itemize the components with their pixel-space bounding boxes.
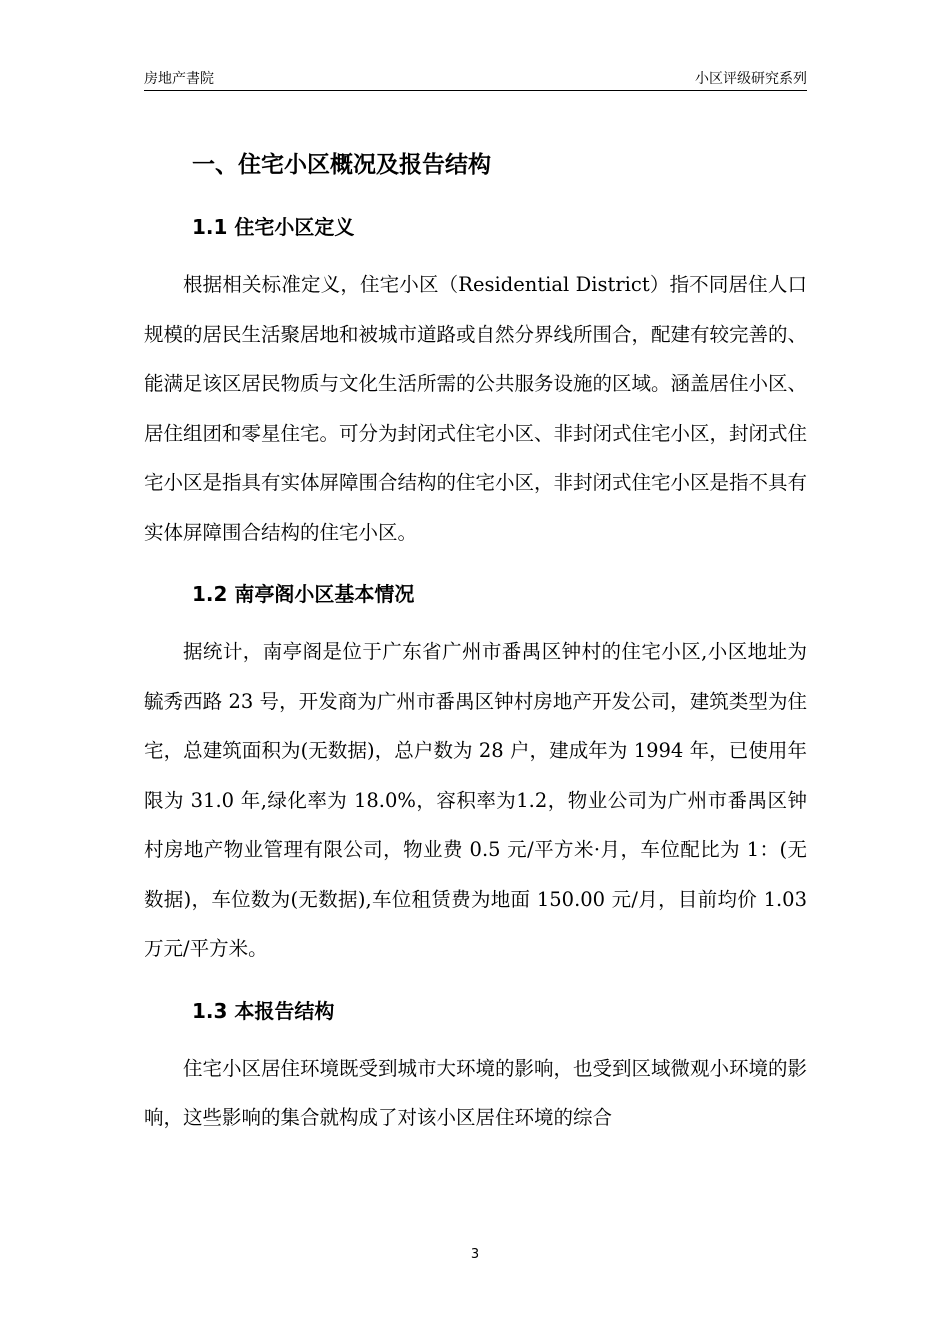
chapter-title: 一、住宅小区概况及报告结构 (192, 152, 491, 178)
page-number: 3 (470, 1247, 480, 1262)
document-body (144, 140, 807, 1143)
header-series-title: 小区评级研究系列 (695, 71, 807, 87)
section-heading-1-3: 1.3 本报告结构 (192, 998, 335, 1023)
section-heading-1-2: 1.2 南亭阁小区基本情况 (192, 582, 415, 606)
section-paragraph-1-2: 据统计，南亭阁是位于广东省广州市番禺区钟村的住宅小区,小区地址为毓秀西路 23 号，开发商为广州市番禺区钟村房地产开发公司，建筑类型为住宅，总建筑面积为(无数据)，总户数为 28 户，建成年为 1994 年，已使用年限为 31.0 年,绿化率为 18.0%，容积率为1.2，物业公司为广州市番禺区钟村房地产物业管理有限公司，物业费 0.5 元/平方米·月，车位配比为 1：(无数据)，车位数为(无数据),车位租赁费为地面 150.00 元/月，目前均价 1.03 万元/平方米。 (144, 640, 807, 960)
section-paragraph-1-3: 住宅小区居住环境既受到城市大环境的影响，也受到区域微观小环境的影响，这些影响的集合就构成了对该小区居住环境的综合 (144, 1056, 808, 1129)
section-heading-1-1: 1.1 住宅小区定义 (192, 215, 355, 239)
section-paragraph-1-1: 根据相关标准定义，住宅小区（Residential District）指不同居住人口规模的居民生活聚居地和被城市道路或自然分界线所围合，配建有较完善的、能满足该区居民物质与文化生活所需的公共服务设施的区域。涵盖居住小区、居住组团和零星住宅。可分为封闭式住宅小区、非封闭式住宅小区，封闭式住宅小区是指具有实体屏障围合结构的住宅小区，非封闭式住宅小区是指不具有实体屏障围合结构的住宅小区。 (144, 273, 808, 544)
header-publisher: 房地产書院 (144, 71, 214, 87)
page-header (144, 66, 807, 91)
